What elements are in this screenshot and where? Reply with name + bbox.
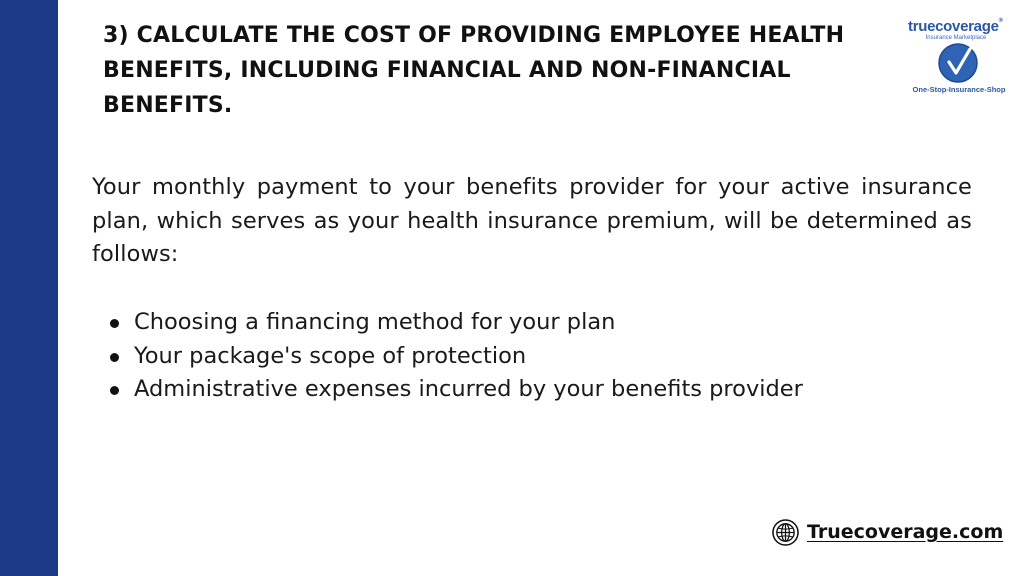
website-link[interactable]: Truecoverage.com bbox=[807, 521, 1004, 543]
globe-icon bbox=[772, 519, 799, 546]
list-item bbox=[105, 340, 803, 374]
checkmark-circle-icon bbox=[937, 42, 979, 84]
bullet-icon bbox=[110, 353, 119, 362]
logo-brand: truecoverage® bbox=[908, 18, 1003, 35]
footer-website bbox=[772, 517, 1003, 547]
list-item bbox=[105, 306, 803, 340]
bullet-list bbox=[105, 306, 803, 407]
left-accent-bar bbox=[0, 0, 58, 576]
slide-heading: 3) CALCULATE THE COST OF PROVIDING EMPLOYEE HEALTH BENEFITS, INCLUDING FINANCIAL AND NON-FINANCIAL BENEFITS. bbox=[103, 23, 845, 118]
list-item bbox=[105, 373, 803, 407]
logo-tagline: One-Stop-Insurance-Shop bbox=[912, 85, 1006, 94]
bullet-text: Choosing a financing method for your plan bbox=[134, 309, 616, 335]
intro-paragraph: Your monthly payment to your benefits provider for your active insurance plan, which serves as your health insurance premium, will be determined as follows: bbox=[92, 174, 972, 267]
bullet-icon bbox=[110, 319, 119, 328]
logo-subtitle: Insurance Marketplace bbox=[925, 35, 987, 41]
bullet-icon bbox=[110, 386, 119, 395]
bullet-text: Your package's scope of protection bbox=[134, 342, 527, 369]
truecoverage-logo bbox=[904, 14, 1014, 98]
bullet-text: Administrative expenses incurred by your benefits provider bbox=[134, 376, 803, 402]
